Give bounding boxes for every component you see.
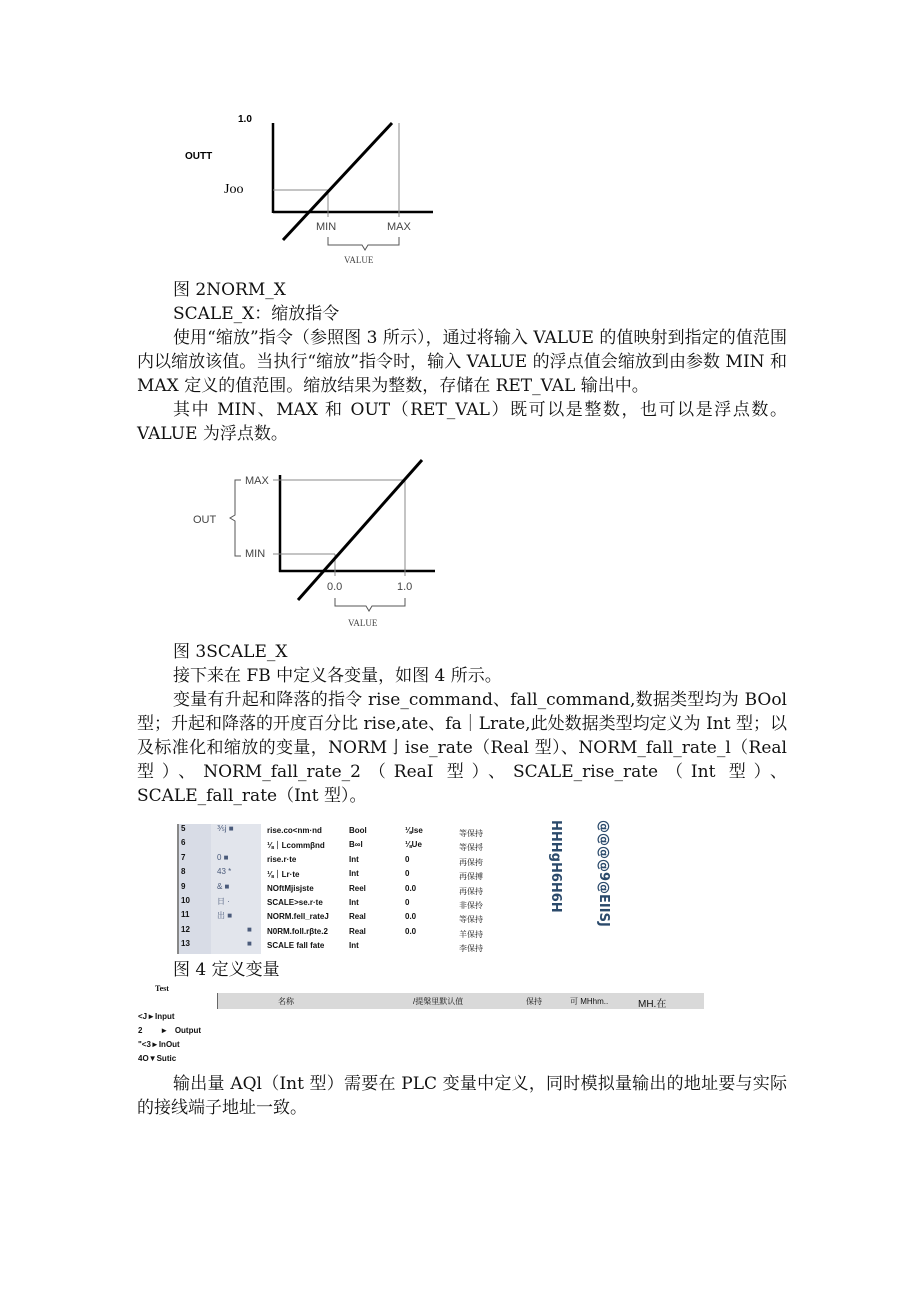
paragraph-3: 接下来在 FB 中定义各变量，如图 4 所示。 [173, 666, 502, 686]
data-type: Reel [349, 883, 366, 893]
paragraph-2: 其中 MIN、MAX 和 OUT（RET_VAL）既可以是整数，也可以是浮点数。VALUE 为浮点数。 [137, 400, 787, 444]
scale-x-diagram [185, 455, 445, 635]
y-axis-label: OUTT [185, 151, 213, 162]
default-value: 0.0 [405, 912, 417, 922]
paragraph-4: 变量有升起和降落的指令 rise_command、fall_command,数据类型均为 BOol 型；升起和降落的开度百分比 rise,ate、fa｜Lrate,此处数据类型均定义为 Int 型；以及标准化和缩放的变量，NORM亅ise_rate（Real 型）、NORM_fall_rate_l（Real 型）、NORM_fall_rate_2（ReaI 型）、SCALE_rise_rate（Int 型）、SCALE_fall_rate（Int 型）。 [137, 690, 787, 806]
variable-name: NORM.fell_rateJ [267, 912, 329, 922]
retain-value: 非保拎 [459, 900, 483, 910]
row-number: 7 [177, 853, 211, 867]
document-body [137, 0, 787, 1160]
data-type: B∞l [349, 840, 363, 850]
table-row[interactable] [177, 925, 617, 939]
header-visible: MH.在 [638, 999, 667, 1010]
figure-4-caption: 图 4 定义变量 [173, 960, 280, 980]
variable-name: NOftMjisjste [267, 883, 314, 893]
row-icon: 日 · [211, 896, 261, 910]
data-type: Int [349, 897, 359, 907]
y-mid-label: Joo [224, 182, 244, 197]
section-input[interactable]: <J►Input [138, 1012, 175, 1021]
retain-value: 等保持 [459, 915, 483, 925]
row-icon: 43 * [211, 867, 261, 881]
variable-name: rise.r·te [267, 854, 297, 864]
y-top-label: 1.0 [238, 114, 252, 125]
data-type: Real [349, 926, 366, 936]
paragraph-5: 输出量 AQl（Int 型）需要在 PLC 变量中定义，同时模拟量输出的地址要与实际的接线端子地址一致。 [137, 1074, 787, 1118]
y-axis-label: OUT [193, 514, 217, 526]
default-value: 0.0 [405, 926, 417, 936]
variable-name: ⅛｜Lcommβnd [267, 841, 325, 851]
norm-x-diagram [170, 105, 450, 275]
retain-value: 李保持 [459, 944, 483, 954]
retain-value: 羊保持 [459, 929, 483, 939]
variable-name: SCALE>se.r·te [267, 897, 323, 907]
data-type: Bool [349, 826, 367, 835]
brace-label: VALUE [344, 255, 374, 265]
block-interface [137, 984, 787, 1070]
retain-value: 等保持 [459, 829, 483, 838]
default-value: ⅛lse [405, 826, 423, 835]
row-icon: ⅗j ■ [211, 824, 261, 838]
row-number: 6 [177, 838, 211, 852]
x-label-max: MAX [387, 221, 411, 233]
retain-value: 再保持 [459, 886, 483, 896]
row-icon: & ■ [211, 882, 261, 896]
default-value: 0 [405, 869, 410, 879]
row-number: 9 [177, 882, 211, 896]
default-value: 0.0 [405, 883, 417, 893]
section-static[interactable]: 4O▼Sutic [138, 1054, 177, 1063]
row-number: 13 [177, 939, 211, 953]
x-label-1: 1.0 [397, 581, 413, 593]
x-label-min: MIN [316, 221, 337, 233]
row-icon: 出 ■ [211, 910, 261, 924]
data-type: Int [349, 854, 359, 864]
side-text-1: HHHgH6H6H [548, 820, 563, 913]
y-label-max: MAX [245, 475, 269, 487]
paragraph-1: 使用“缩放”指令（参照图 3 所示），通过将输入 VALUE 的值映射到指定的值范围内以缩放该值。当执行“缩放”指令时，输入 VALUE 的浮点值会缩放到由参数 MIN 和 MAX 定义的值范围。缩放结果为整数，存储在 RET_VAL 输出中。 [137, 328, 787, 396]
variable-table-figure [137, 818, 787, 954]
interface-header [217, 993, 704, 1009]
y-label-min: MIN [245, 548, 266, 560]
retain-value: 再保挎 [459, 857, 483, 867]
row-icon [211, 838, 261, 852]
variable-name: SCALE fall fate [267, 941, 325, 951]
table-row[interactable] [177, 939, 617, 953]
row-number: 12 [177, 925, 211, 939]
variable-name: ⅛｜Lr·te [267, 870, 300, 880]
default-value: 0 [405, 854, 410, 864]
variable-name: N0RM.foll.rβte.2 [267, 926, 328, 936]
row-number: 11 [177, 910, 211, 924]
row-number: 8 [177, 867, 211, 881]
brace-label: VALUE [348, 618, 378, 628]
figure-2-caption: 图 2NORM_X [173, 280, 286, 300]
header-retain: 保持 [526, 997, 542, 1006]
default-value: 0 [405, 897, 410, 907]
data-type: Int [349, 869, 359, 879]
row-icon: ■ [211, 925, 261, 939]
row-number: 5 [177, 824, 211, 838]
section-output[interactable]: 2 ► Output [138, 1026, 202, 1035]
header-accessible: 可 MHhm.. [570, 997, 609, 1006]
retain-value: 再保搏 [459, 872, 483, 882]
section-inout[interactable]: "<3►InOut [138, 1040, 180, 1049]
x-label-0: 0.0 [327, 581, 343, 593]
row-icon: ■ [211, 939, 261, 953]
figure-3-caption: 图 3SCALE_X [173, 642, 288, 662]
row-icon: 0 ■ [211, 853, 261, 867]
default-value: ⅛Ue [405, 840, 422, 850]
section-title: SCALE_X：缩放指令 [173, 304, 340, 324]
data-type: Int [349, 941, 359, 951]
row-number: 10 [177, 896, 211, 910]
data-type: Real [349, 912, 366, 922]
retain-value: 等保捋 [459, 843, 483, 853]
block-title: Test [155, 984, 169, 993]
header-name: 名称 [278, 997, 294, 1006]
header-default: /提槃里默认值 [413, 997, 464, 1006]
side-text-2: @@@@9@EIISJ [596, 820, 611, 927]
variable-name: rise.co<nm·nd [267, 826, 322, 835]
